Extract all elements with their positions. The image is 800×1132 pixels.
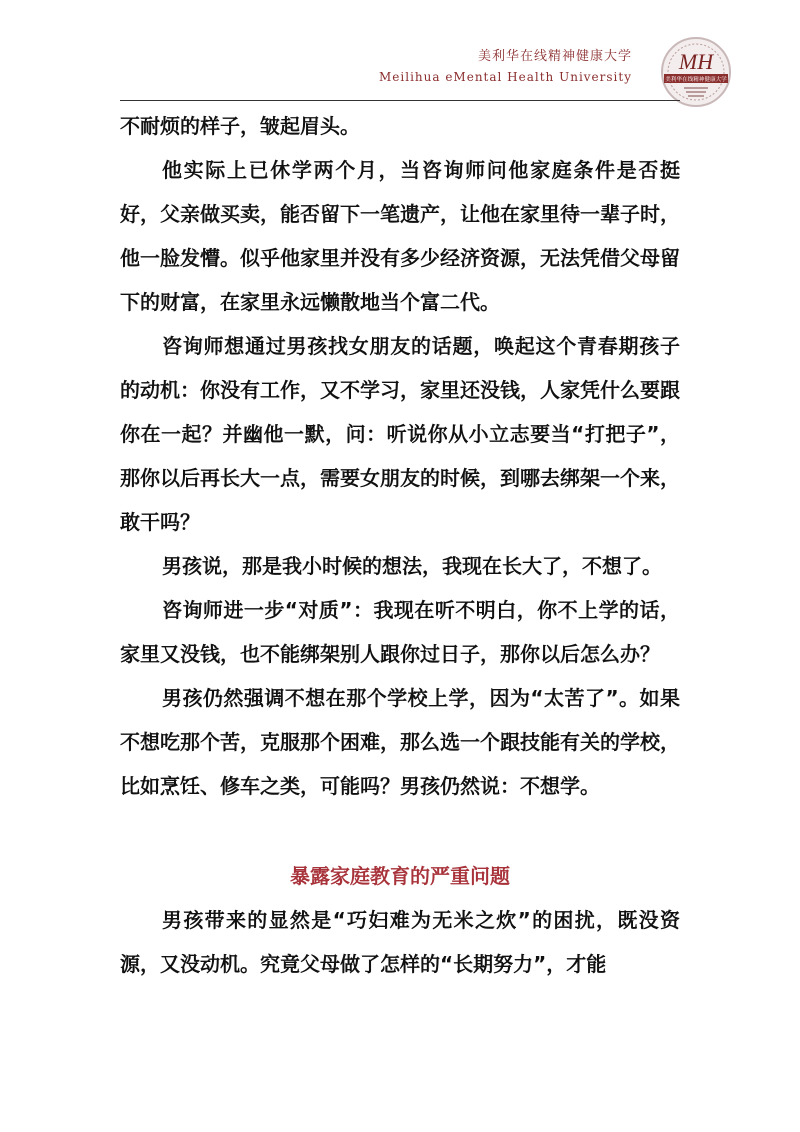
paragraph: 咨询师想通过男孩找女朋友的话题，唤起这个青春期孩子的动机：你没有工作，又不学习，家里还没钱，人家凭什么要跟你在一起？并幽他一默，问：听说你从小立志要当“打把子”，那你以后再长大一点，需要女朋友的时候，到哪去绑架一个来，敢干吗？ <box>120 334 680 534</box>
university-name-cn: 美利华在线精神健康大学 <box>477 49 632 64</box>
page-header <box>120 40 727 102</box>
paragraph: 男孩说，那是我小时候的想法，我现在长大了，不想了。 <box>162 554 662 578</box>
document-body <box>120 104 680 986</box>
section-heading: 暴露家庭教育的严重问题 <box>290 864 510 888</box>
paragraph: 男孩带来的显然是“巧妇难为无米之炊”的困扰，既没资源，又没动机。究竟父母做了怎样的“长期努力”，才能 <box>120 908 680 976</box>
paragraph: 咨询师进一步“对质”：我现在听不明白，你不上学的话，家里又没钱，也不能绑架别人跟你过日子，那你以后怎么办？ <box>120 598 680 666</box>
university-name-en: Meilihua eMental Health University <box>379 70 632 84</box>
logo-banner-text: 美利华在线精神健康大学 <box>665 77 727 83</box>
paragraph: 他实际上已休学两个月，当咨询师问他家庭条件是否挺好，父亲做买卖，能否留下一笔遗产，让他在家里待一辈子时，他一脸发懵。似乎他家里并没有多少经济资源，无法凭借父母留下的财富，在家里永远懒散地当个富二代。 <box>120 158 680 314</box>
paragraph: 不耐烦的样子，皱起眉头。 <box>120 114 360 138</box>
university-logo-icon <box>660 36 732 108</box>
paragraph: 男孩仍然强调不想在那个学校上学，因为“太苦了”。如果不想吃那个苦，克服那个困难，那么选一个跟技能有关的学校，比如烹饪、修车之类，可能吗？男孩仍然说：不想学。 <box>120 686 680 798</box>
logo-initials: MH <box>678 49 714 74</box>
header-text <box>379 46 632 88</box>
header-divider <box>120 100 680 101</box>
